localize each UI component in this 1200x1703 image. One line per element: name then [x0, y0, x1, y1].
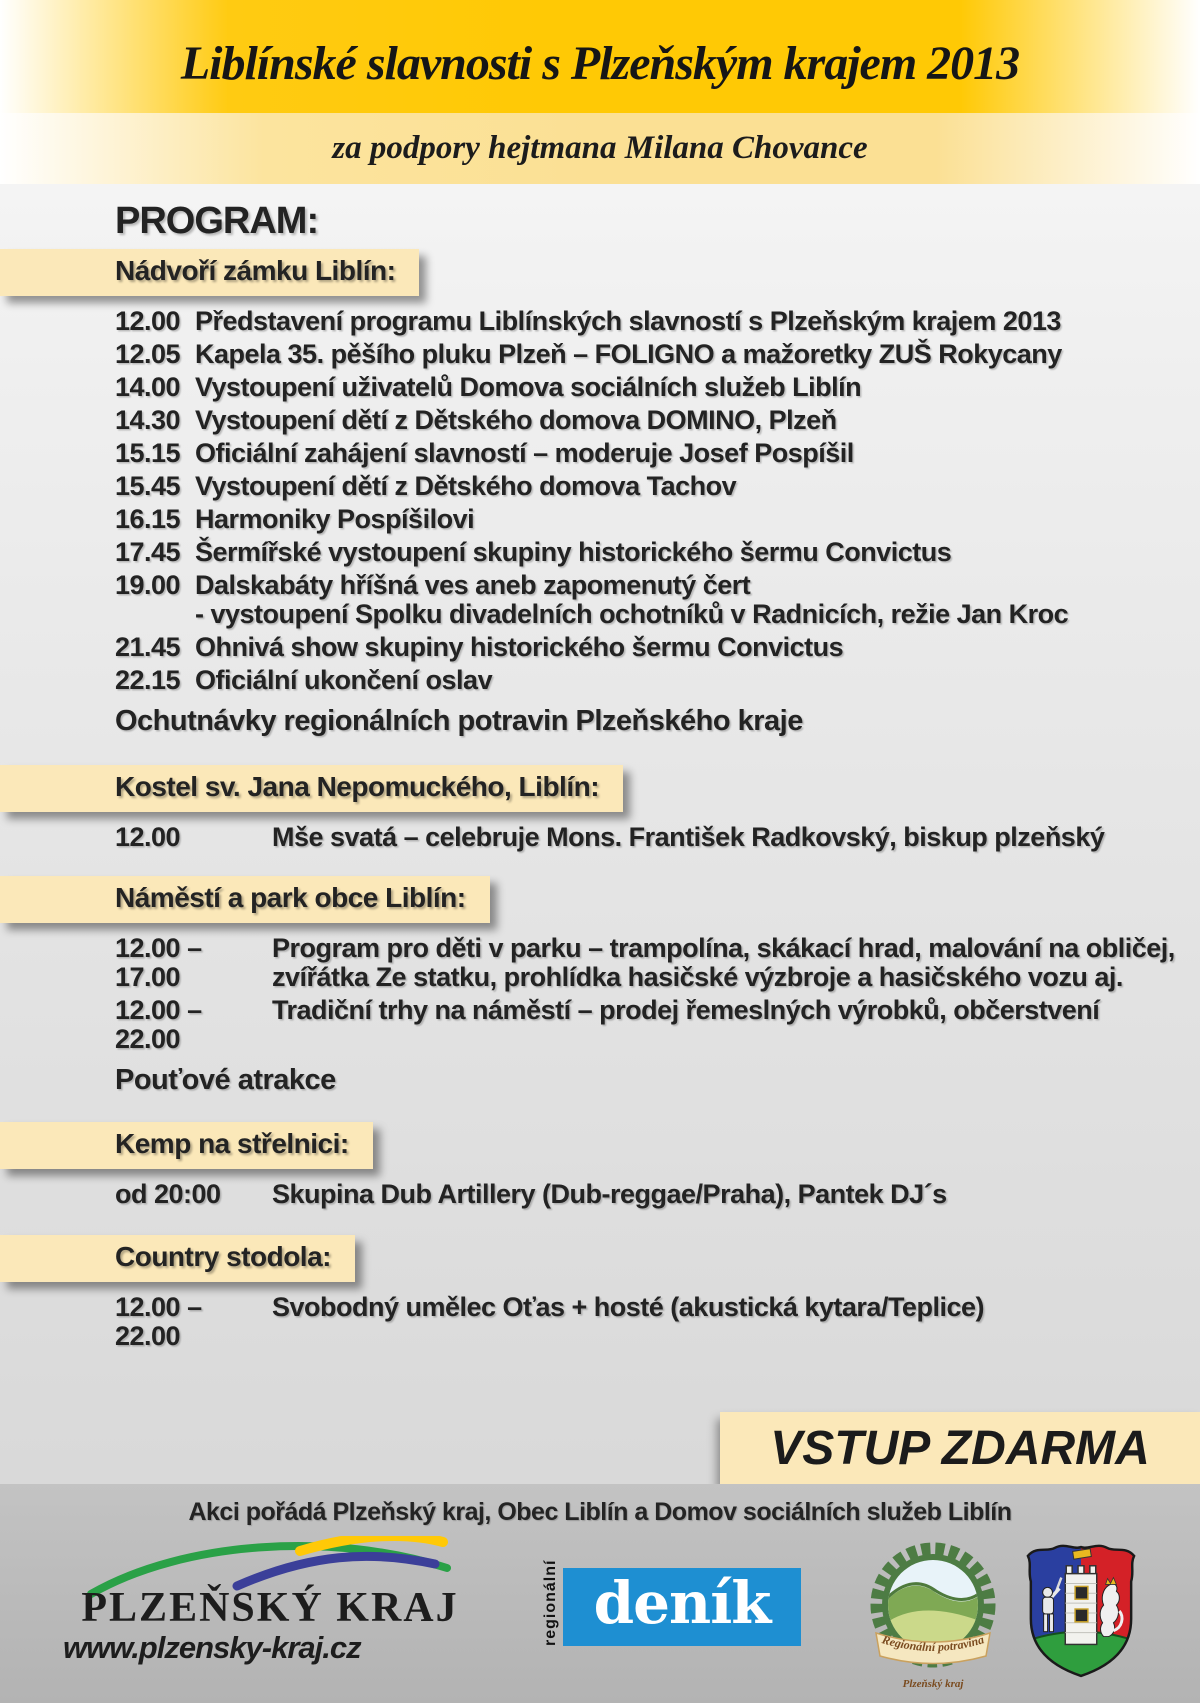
program-row: [0, 996, 1200, 1054]
potravina-ribbon-text: Regionální potravina: [880, 1632, 986, 1655]
event-time: 15.45: [115, 471, 181, 501]
liblin-coat-of-arms-icon: [1022, 1542, 1140, 1680]
section-heading: Kostel sv. Jana Nepomuckého, Liblín:: [0, 765, 623, 812]
event-time: 17.45: [115, 537, 181, 567]
event-description: [195, 505, 474, 534]
event-description: [272, 1293, 984, 1351]
event-time: 19.00: [115, 570, 181, 600]
event-description: [195, 633, 843, 662]
program-row: [0, 406, 1200, 435]
program-row: [0, 571, 1200, 629]
program-row: [0, 373, 1200, 402]
event-time: od 20:00: [115, 1179, 221, 1209]
program-row: [0, 439, 1200, 468]
event-time: 14.30: [115, 405, 181, 435]
event-text: Svobodný umělec Oťas + hosté (akustická kytara/Teplice): [272, 1292, 984, 1322]
event-time: 12.05: [115, 339, 181, 369]
section-note: Ochutnávky regionálních potravin Plzeňského kraje: [115, 705, 803, 737]
denik-wordmark: deník: [563, 1568, 801, 1646]
event-description: [195, 666, 492, 695]
event-description: [272, 823, 1104, 852]
poster-subtitle: za podpory hejtmana Milana Chovance: [332, 130, 868, 166]
program-row: [0, 666, 1200, 695]
event-time: 15.15: [115, 438, 181, 468]
poster-title: Liblínské slavnosti s Plzeňským krajem 2013: [180, 37, 1020, 90]
event-time: 16.15: [115, 504, 181, 534]
event-time: 21.45: [115, 632, 181, 662]
event-description: [272, 934, 1175, 992]
program-row: [0, 307, 1200, 336]
denik-logo: [542, 1559, 801, 1646]
plzensky-kraj-url: www.plzensky-kraj.cz: [63, 1630, 361, 1665]
event-text: Vystoupení dětí z Dětského domova Tachov: [195, 471, 737, 501]
event-time: 12.00 – 22.00: [115, 1292, 202, 1351]
program-area: [0, 200, 1200, 1351]
poster-footer: [0, 1484, 1200, 1703]
section-heading: Kemp na střelnici:: [0, 1122, 373, 1169]
potravina-sub-text: Plzeňský kraj: [902, 1678, 964, 1690]
event-description: [272, 1180, 947, 1209]
event-time: 12.00: [115, 822, 181, 852]
section-heading: Nádvoří zámku Liblín:: [0, 249, 419, 296]
plzensky-kraj-logo: [55, 1536, 485, 1666]
event-description: [195, 340, 1062, 369]
event-time: 12.00 – 22.00: [115, 995, 202, 1054]
event-time: 14.00: [115, 372, 181, 402]
program-row: [0, 633, 1200, 662]
event-description: [272, 996, 1099, 1054]
event-description: [195, 373, 861, 402]
event-text: Představení programu Liblínských slavností s Plzeňským krajem 2013: [195, 306, 1061, 336]
event-text: Dalskabáty hříšná ves aneb zapomenutý čert: [195, 570, 751, 600]
program-row: [0, 1180, 1200, 1209]
program-row: [0, 538, 1200, 567]
program-row: [0, 472, 1200, 501]
event-text: Kapela 35. pěšího pluku Plzeň – FOLIGNO a mažoretky ZUŠ Rokycany: [195, 339, 1062, 369]
event-text: Oficiální zahájení slavností – moderuje Josef Pospíšil: [195, 438, 854, 468]
event-text: Ohnivá show skupiny historického šermu Convictus: [195, 632, 844, 662]
event-description: [195, 472, 736, 501]
section-note: Pouťové atrakce: [115, 1064, 336, 1096]
event-text: Skupina Dub Artillery (Dub-reggae/Praha), Pantek DJ´s: [272, 1179, 947, 1209]
event-text: Harmoniky Pospíšilovi: [195, 504, 475, 534]
event-text: - vystoupení Spolku divadelních ochotníků v Radnicích, režie Jan Kroc: [195, 599, 1069, 629]
section-heading: Náměstí a park obce Liblín:: [0, 876, 490, 923]
event-text: Šermířské vystoupení skupiny historického šermu Convictus: [195, 537, 952, 567]
event-text: zvířátka Ze statku, prohlídka hasičské výzbroje a hasičského vozu aj.: [272, 962, 1123, 992]
section-heading: Country stodola:: [0, 1235, 355, 1282]
plzensky-kraj-name: PLZEŇSKÝ KRAJ: [81, 1585, 459, 1631]
program-sections: [0, 243, 1200, 1351]
event-description: [195, 571, 1068, 629]
event-text: Mše svatá – celebruje Mons. František Radkovský, biskup plzeňský: [272, 822, 1105, 852]
poster-header: [0, 0, 1200, 184]
program-row: [0, 340, 1200, 369]
event-text: Oficiální ukončení oslav: [195, 665, 493, 695]
program-row: [0, 1293, 1200, 1351]
event-description: [195, 538, 951, 567]
regionalni-potravina-badge-icon: [868, 1539, 998, 1691]
program-row: [0, 505, 1200, 534]
subtitle-band: [0, 113, 1200, 184]
denik-vertical-label: regionální: [542, 1559, 559, 1646]
event-time: 12.00 – 17.00: [115, 933, 202, 992]
event-text: Tradiční trhy na náměstí – prodej řemeslných výrobků, občerstvení: [272, 995, 1100, 1025]
program-row: [0, 823, 1200, 852]
program-heading: PROGRAM:: [115, 200, 319, 242]
organizer-credit: Akci pořádá Plzeňský kraj, Obec Liblín a Domov sociálních služeb Liblín: [188, 1498, 1012, 1526]
free-entry-banner: VSTUP ZDARMA: [720, 1412, 1200, 1484]
event-time: 12.00: [115, 306, 181, 336]
title-band: [0, 0, 1200, 113]
event-description: [195, 439, 854, 468]
event-description: [195, 406, 837, 435]
event-text: Program pro děti v parku – trampolína, skákací hrad, malování na obličej,: [272, 933, 1175, 963]
event-text: Vystoupení uživatelů Domova sociálních služeb Liblín: [195, 372, 862, 402]
program-row: [0, 934, 1200, 992]
event-time: 22.15: [115, 665, 181, 695]
event-text: Vystoupení dětí z Dětského domova DOMINO, Plzeň: [195, 405, 837, 435]
event-description: [195, 307, 1061, 336]
